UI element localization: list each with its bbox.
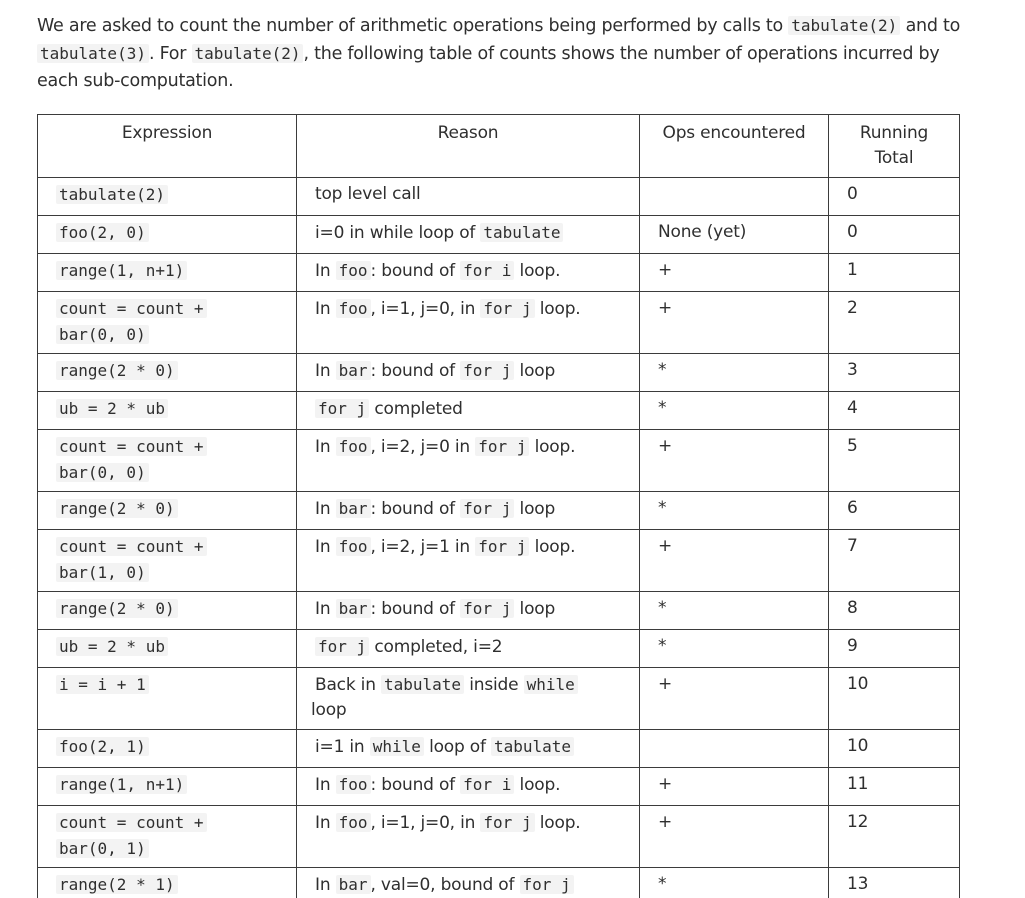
expression-cell — [38, 768, 297, 806]
expression-cell — [38, 430, 297, 492]
ops-cell: * — [640, 868, 829, 898]
reason-code: bar — [336, 875, 371, 894]
reason-cell — [297, 292, 640, 354]
expression-code: range(2 * 0) — [56, 499, 178, 518]
table-row — [38, 392, 960, 430]
ops-cell: + — [640, 668, 829, 730]
ops-cell: + — [640, 430, 829, 492]
table-row — [38, 668, 960, 730]
table-row — [38, 216, 960, 254]
reason-code: for i — [460, 261, 514, 280]
reason-cell — [297, 868, 640, 898]
expression-code: bar(1, 0) — [56, 563, 149, 582]
expression-code: foo(2, 1) — [56, 737, 149, 756]
reason-text: , i=1, j=0, in — [370, 299, 481, 319]
reason-code: tabulate — [381, 675, 464, 694]
expression-code: bar(0, 0) — [56, 325, 149, 344]
reason-cell — [297, 254, 640, 292]
ops-cell: * — [640, 592, 829, 630]
reason-text: : bound of — [370, 261, 461, 281]
reason-text: loop — [514, 599, 556, 619]
reason-text: : bound of — [370, 775, 461, 795]
expression-code: i = i + 1 — [56, 675, 149, 694]
reason-text: inside — [464, 675, 524, 695]
reason-text: In — [315, 361, 336, 381]
header-running-total — [829, 115, 960, 178]
reason-code: for j — [460, 599, 514, 618]
reason-code: foo — [336, 537, 371, 556]
reason-cell — [297, 592, 640, 630]
total-cell: 0 — [829, 216, 960, 254]
reason-cell — [297, 630, 640, 668]
reason-cell — [297, 430, 640, 492]
reason-text: : bound of — [370, 599, 461, 619]
reason-text: loop — [514, 361, 556, 381]
expression-code: count = count + — [56, 299, 207, 318]
expression-code: ub = 2 * ub — [56, 637, 168, 656]
reason-text: : bound of — [370, 499, 461, 519]
reason-cell — [297, 730, 640, 768]
table-row — [38, 768, 960, 806]
reason-code: foo — [336, 437, 371, 456]
reason-code: for j — [480, 813, 534, 832]
reason-code: for j — [520, 875, 574, 894]
reason-text: i=1 in — [315, 737, 370, 757]
table-row — [38, 354, 960, 392]
intro-text: We are asked to count the number of arithmetic operations being performed by calls to — [37, 16, 789, 36]
table-row — [38, 530, 960, 592]
expression-code: range(2 * 1) — [56, 875, 178, 894]
reason-code: bar — [336, 361, 371, 380]
ops-cell — [640, 178, 829, 216]
reason-text: , i=2, j=1 in — [370, 537, 476, 557]
reason-text: , val=0, bound of — [370, 875, 520, 895]
reason-text: In — [315, 775, 336, 795]
total-cell: 5 — [829, 430, 960, 492]
total-cell: 1 — [829, 254, 960, 292]
total-cell: 3 — [829, 354, 960, 392]
expression-cell — [38, 292, 297, 354]
expression-cell — [38, 492, 297, 530]
reason-cell — [297, 216, 640, 254]
reason-code: while — [524, 675, 578, 694]
reason-text: In — [315, 537, 336, 557]
table-row — [38, 254, 960, 292]
header-ops: Ops encountered — [640, 115, 829, 178]
total-cell: 2 — [829, 292, 960, 354]
reason-text: completed — [369, 399, 463, 419]
expression-cell — [38, 530, 297, 592]
reason-text: In — [315, 499, 336, 519]
table-row — [38, 730, 960, 768]
total-cell: 10 — [829, 730, 960, 768]
intro-text: , the following table of counts shows the number of operations incurred by each sub-computation. — [37, 44, 940, 91]
ops-cell: + — [640, 254, 829, 292]
table-row — [38, 178, 960, 216]
reason-text: In — [315, 599, 336, 619]
table-row — [38, 592, 960, 630]
ops-cell: * — [640, 354, 829, 392]
expression-code: range(2 * 0) — [56, 361, 178, 380]
reason-code: for j — [475, 437, 529, 456]
ops-cell: None (yet) — [640, 216, 829, 254]
reason-text: loop — [311, 700, 347, 720]
expression-cell — [38, 178, 297, 216]
table-row — [38, 630, 960, 668]
reason-text: : bound of — [370, 361, 461, 381]
reason-code: foo — [336, 261, 371, 280]
ops-cell: * — [640, 630, 829, 668]
reason-cell — [297, 668, 640, 730]
reason-text: loop — [514, 499, 556, 519]
total-cell: 8 — [829, 592, 960, 630]
reason-text: , i=1, j=0, in — [370, 813, 481, 833]
ops-cell: * — [640, 492, 829, 530]
reason-code: for j — [475, 537, 529, 556]
intro-text: and to — [900, 16, 961, 36]
ops-cell: + — [640, 806, 829, 868]
expression-code: count = count + — [56, 813, 207, 832]
ops-cell — [640, 730, 829, 768]
reason-text: In — [315, 261, 336, 281]
reason-cell — [297, 392, 640, 430]
table-row — [38, 430, 960, 492]
total-cell: 13 — [829, 868, 960, 898]
reason-code: foo — [336, 813, 371, 832]
reason-cell — [297, 530, 640, 592]
reason-text: In — [315, 437, 336, 457]
expression-code: foo(2, 0) — [56, 223, 149, 242]
header-reason: Reason — [297, 115, 640, 178]
reason-cell — [297, 492, 640, 530]
inline-code: tabulate(2) — [192, 44, 304, 63]
ops-cell: + — [640, 768, 829, 806]
reason-text: In — [315, 875, 336, 895]
expression-cell — [38, 630, 297, 668]
expression-code: tabulate(2) — [56, 185, 168, 204]
table-row — [38, 292, 960, 354]
reason-code: foo — [336, 299, 371, 318]
ops-cell: + — [640, 530, 829, 592]
reason-text: Back in — [315, 675, 381, 695]
reason-cell — [297, 354, 640, 392]
reason-code: while — [370, 737, 424, 756]
reason-text: , i=2, j=0 in — [370, 437, 476, 457]
reason-text: loop. — [534, 299, 581, 319]
reason-text: i=0 in while loop of — [315, 223, 481, 243]
reason-code: for j — [315, 637, 369, 656]
expression-cell — [38, 668, 297, 730]
expression-code: range(1, n+1) — [56, 775, 187, 794]
reason-cell — [297, 178, 640, 216]
reason-code: for j — [315, 399, 369, 418]
reason-code: for j — [480, 299, 534, 318]
expression-cell — [38, 592, 297, 630]
reason-code: tabulate — [491, 737, 574, 756]
ops-cell: * — [640, 392, 829, 430]
reason-code: for j — [460, 361, 514, 380]
expression-cell — [38, 254, 297, 292]
expression-code: range(2 * 0) — [56, 599, 178, 618]
inline-code: tabulate(2) — [788, 16, 900, 35]
expression-cell — [38, 354, 297, 392]
total-cell: 7 — [829, 530, 960, 592]
expression-code: bar(0, 0) — [56, 463, 149, 482]
total-cell: 11 — [829, 768, 960, 806]
intro-paragraph — [37, 12, 972, 95]
expression-cell — [38, 216, 297, 254]
reason-code: foo — [336, 775, 371, 794]
header-running-total-line2: Total — [874, 148, 914, 168]
header-running-total-line1: Running — [859, 123, 929, 143]
reason-code: tabulate — [480, 223, 563, 242]
reason-code: for j — [460, 499, 514, 518]
inline-code: tabulate(3) — [37, 44, 149, 63]
table-row — [38, 868, 960, 898]
reason-cell — [297, 768, 640, 806]
reason-text: In — [315, 299, 336, 319]
expression-code: count = count + — [56, 437, 207, 456]
reason-code: bar — [336, 599, 371, 618]
table-row — [38, 806, 960, 868]
expression-cell — [38, 868, 297, 898]
table-header-row — [38, 115, 960, 178]
expression-code: bar(0, 1) — [56, 839, 149, 858]
reason-text: completed, i=2 — [369, 637, 503, 657]
total-cell: 9 — [829, 630, 960, 668]
total-cell: 0 — [829, 178, 960, 216]
expression-cell — [38, 730, 297, 768]
expression-code: count = count + — [56, 537, 207, 556]
intro-text: . For — [148, 44, 192, 64]
expression-cell — [38, 806, 297, 868]
reason-text: loop of — [423, 737, 491, 757]
reason-text: loop. — [529, 537, 576, 557]
reason-cell — [297, 806, 640, 868]
reason-text: loop. — [514, 261, 561, 281]
reason-code: bar — [336, 499, 371, 518]
reason-text: loop. — [534, 813, 581, 833]
total-cell: 4 — [829, 392, 960, 430]
expression-code: ub = 2 * ub — [56, 399, 168, 418]
reason-text: loop. — [529, 437, 576, 457]
total-cell: 6 — [829, 492, 960, 530]
reason-text: In — [315, 813, 336, 833]
table-row — [38, 492, 960, 530]
expression-cell — [38, 392, 297, 430]
ops-cell: + — [640, 292, 829, 354]
header-expression: Expression — [38, 115, 297, 178]
reason-code: for i — [460, 775, 514, 794]
reason-text: loop. — [514, 775, 561, 795]
reason-text: top level call — [315, 184, 421, 204]
total-cell: 10 — [829, 668, 960, 730]
operations-table — [37, 114, 960, 898]
total-cell: 12 — [829, 806, 960, 868]
expression-code: range(1, n+1) — [56, 261, 187, 280]
